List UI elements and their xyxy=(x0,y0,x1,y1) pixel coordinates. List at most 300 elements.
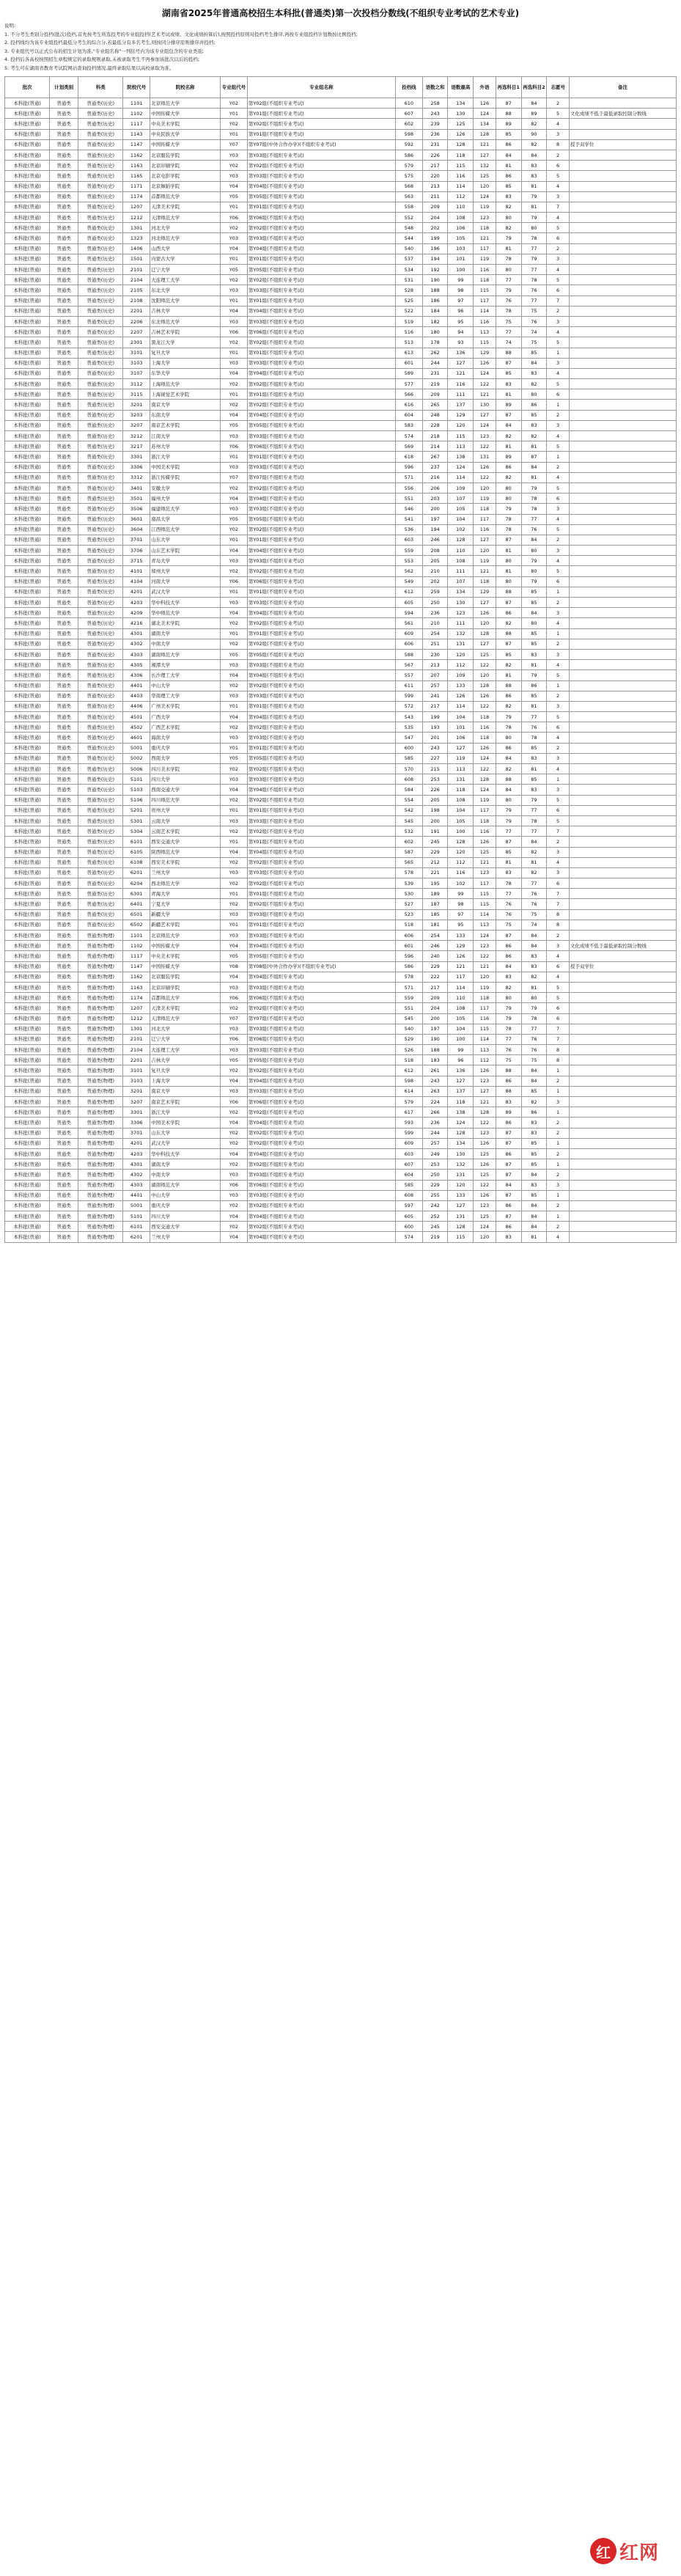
table-cell: 内蒙古大学 xyxy=(150,254,221,264)
table-cell: 普通类(历史) xyxy=(78,535,123,545)
table-cell: 75 xyxy=(496,1055,521,1065)
table-cell: 5 xyxy=(547,993,570,1003)
table-cell: 81 xyxy=(521,472,547,482)
table-cell: 本科批(普通) xyxy=(5,1180,50,1190)
table-cell xyxy=(569,1097,676,1107)
table-cell: 第Y05组(不组织专业考试) xyxy=(247,514,395,524)
table-row xyxy=(5,961,677,972)
table-cell: 普通类(历史) xyxy=(78,608,123,618)
table-cell: 普通类 xyxy=(50,327,78,337)
table-cell: 6105 xyxy=(123,847,150,857)
table-cell: 618 xyxy=(396,452,423,462)
column-header: 外语 xyxy=(474,77,496,98)
table-row xyxy=(5,535,677,545)
table-cell: 126 xyxy=(474,98,496,109)
table-cell: 辽宁大学 xyxy=(150,265,221,275)
table-cell: 本科批(普通) xyxy=(5,628,50,639)
table-cell: 118 xyxy=(448,150,474,160)
table-cell: 201 xyxy=(422,733,448,743)
table-cell: Y03 xyxy=(221,598,248,608)
table-cell: 78 xyxy=(521,233,547,243)
table-row xyxy=(5,1128,677,1138)
table-cell: Y04 xyxy=(221,785,248,795)
table-cell: 85 xyxy=(521,410,547,420)
table-cell: 山东大学 xyxy=(150,535,221,545)
table-cell: 普通类(历史) xyxy=(78,680,123,691)
table-cell: 82 xyxy=(496,764,521,774)
table-cell: 574 xyxy=(396,1232,423,1242)
table-cell: 127 xyxy=(448,358,474,368)
table-cell: 普通类(历史) xyxy=(78,275,123,285)
table-cell: 普通类 xyxy=(50,1118,78,1128)
table-cell: 86 xyxy=(521,1107,547,1118)
table-cell: 5 xyxy=(547,795,570,805)
table-cell: 134 xyxy=(448,1138,474,1148)
table-cell: 第Y02组(不组织专业考试) xyxy=(247,680,395,691)
table-cell: 普通类 xyxy=(50,920,78,930)
table-cell: 普通类 xyxy=(50,639,78,649)
table-cell: 540 xyxy=(396,243,423,254)
table-cell: 4 xyxy=(547,972,570,982)
table-cell: 本科批(普通) xyxy=(5,920,50,930)
table-cell: 84 xyxy=(496,150,521,160)
table-cell: 77 xyxy=(521,826,547,837)
table-cell: 130 xyxy=(474,400,496,410)
table-cell: 普通类(物理) xyxy=(78,1034,123,1044)
table-cell: 3 xyxy=(547,420,570,430)
table-cell: 普通类 xyxy=(50,546,78,556)
table-cell: 85 xyxy=(496,368,521,378)
table-cell: 本科批(普通) xyxy=(5,337,50,348)
table-cell: 85 xyxy=(521,1148,547,1159)
table-cell: 124 xyxy=(474,785,496,795)
table-cell: 5103 xyxy=(123,785,150,795)
table-cell: 127 xyxy=(474,150,496,160)
table-cell: 519 xyxy=(396,316,423,326)
table-cell xyxy=(569,191,676,202)
table-cell: 文化成绩不低于最低录取控制分数线 xyxy=(569,109,676,119)
table-row xyxy=(5,649,677,659)
table-cell: 566 xyxy=(396,389,423,400)
table-cell: 本科批(普通) xyxy=(5,358,50,368)
table-cell: 75 xyxy=(521,1055,547,1065)
table-cell: 79 xyxy=(521,670,547,680)
table-cell: 116 xyxy=(474,316,496,326)
table-cell: 5006 xyxy=(123,764,150,774)
table-cell: 82 xyxy=(521,379,547,389)
table-cell: 112 xyxy=(448,191,474,202)
table-cell: 85 xyxy=(521,598,547,608)
table-cell: 257 xyxy=(422,1138,448,1148)
table-cell: 第Y04组(不组织专业考试) xyxy=(247,243,395,254)
table-cell: 257 xyxy=(422,680,448,691)
table-cell: 本科批(普通) xyxy=(5,1118,50,1128)
table-cell: 121 xyxy=(474,1097,496,1107)
table-cell: 普通类 xyxy=(50,1128,78,1138)
table-cell: 普通类(历史) xyxy=(78,878,123,889)
table-cell: 8 xyxy=(547,139,570,150)
table-cell: 3 xyxy=(547,941,570,951)
table-cell: 522 xyxy=(396,306,423,316)
table-cell: 1143 xyxy=(123,129,150,139)
table-cell: 4 xyxy=(547,327,570,337)
table-cell: 77 xyxy=(521,1024,547,1034)
table-cell: Y04 xyxy=(221,1232,248,1242)
table-cell: 114 xyxy=(448,982,474,992)
table-cell: 109 xyxy=(448,670,474,680)
table-cell: 593 xyxy=(396,1118,423,1128)
table-cell: 78 xyxy=(521,1013,547,1024)
table-cell: 82 xyxy=(521,139,547,150)
table-cell: 本科批(普通) xyxy=(5,1034,50,1044)
table-cell: 普通类 xyxy=(50,909,78,920)
table-cell: 西南大学 xyxy=(150,753,221,763)
table-cell: 127 xyxy=(474,639,496,649)
table-cell: Y01 xyxy=(221,837,248,847)
table-cell: 2201 xyxy=(123,1055,150,1065)
table-cell: 本科批(普通) xyxy=(5,909,50,920)
table-cell: Y03 xyxy=(221,358,248,368)
table-cell: 4203 xyxy=(123,1148,150,1159)
table-cell: 第Y03组(不组织专业考试) xyxy=(247,733,395,743)
table-cell: 86 xyxy=(496,1200,521,1211)
table-row xyxy=(5,857,677,867)
table-cell: 第Y04组(不组织专业考试) xyxy=(247,712,395,722)
table-cell: 127 xyxy=(474,535,496,545)
table-cell: 第Y02组(不组织专业考试) xyxy=(247,1107,395,1118)
table-cell: 118 xyxy=(474,712,496,722)
table-cell xyxy=(569,1170,676,1180)
table-cell: 普通类 xyxy=(50,598,78,608)
table-cell: 本科批(普通) xyxy=(5,1065,50,1076)
table-cell: Y02 xyxy=(221,795,248,805)
table-row xyxy=(5,867,677,878)
table-cell: 第Y07组(中外合作办学)(不组织专业考试) xyxy=(247,139,395,150)
table-cell: 74 xyxy=(521,920,547,930)
table-cell: 129 xyxy=(474,348,496,358)
table-cell: 528 xyxy=(396,285,423,296)
table-cell: 81 xyxy=(496,441,521,452)
table-cell: 本科批(普通) xyxy=(5,400,50,410)
table-cell: 85 xyxy=(496,181,521,191)
table-cell: 126 xyxy=(474,1159,496,1170)
table-cell: 75 xyxy=(521,337,547,348)
table-cell: Y04 xyxy=(221,1118,248,1128)
table-cell: 534 xyxy=(396,265,423,275)
table-cell: 本科批(普通) xyxy=(5,431,50,441)
table-cell: 545 xyxy=(396,1013,423,1024)
table-cell: 第Y03组(不组织专业考试) xyxy=(247,556,395,566)
table-cell: 120 xyxy=(474,546,496,556)
table-cell: 1171 xyxy=(123,181,150,191)
table-cell: Y03 xyxy=(221,733,248,743)
table-cell xyxy=(569,805,676,815)
table-cell: 131 xyxy=(448,774,474,785)
table-row xyxy=(5,285,677,296)
table-cell: 134 xyxy=(448,98,474,109)
table-cell: 85 xyxy=(521,1138,547,1148)
table-cell: 第Y02组(不组织专业考试) xyxy=(247,1159,395,1170)
table-cell: 湖南大学 xyxy=(150,628,221,639)
table-row xyxy=(5,191,677,202)
table-row xyxy=(5,265,677,275)
table-cell: 第Y03组(不组织专业考试) xyxy=(247,285,395,296)
table-row xyxy=(5,576,677,587)
table-cell: 7 xyxy=(547,202,570,212)
table-cell: 123 xyxy=(474,867,496,878)
table-cell: 598 xyxy=(396,129,423,139)
table-cell: 第Y03组(不组织专业考试) xyxy=(247,774,395,785)
table-cell: 普通类(历史) xyxy=(78,254,123,264)
table-cell: 普通类(历史) xyxy=(78,98,123,109)
table-cell: 浙江大学 xyxy=(150,452,221,462)
table-cell: 第Y01组(不组织专业考试) xyxy=(247,701,395,711)
table-cell: 本科批(普通) xyxy=(5,805,50,815)
table-row xyxy=(5,722,677,733)
table-cell: 104 xyxy=(448,712,474,722)
table-cell: 130 xyxy=(448,598,474,608)
table-cell: 609 xyxy=(396,628,423,639)
table-cell: 231 xyxy=(422,139,448,150)
table-cell: 3207 xyxy=(123,1097,150,1107)
note-line: 5. 考生可在湖南省教育考试院网站查询投档情况,最终录取结果以高校录取为准。 xyxy=(4,65,174,71)
table-cell: 2 xyxy=(547,535,570,545)
table-cell: 普通类(物理) xyxy=(78,972,123,982)
table-cell: 578 xyxy=(396,972,423,982)
table-cell: 100 xyxy=(448,826,474,837)
table-cell: 第Y01组(不组织专业考试) xyxy=(247,837,395,847)
table-cell: Y02 xyxy=(221,1128,248,1138)
table-cell: 103 xyxy=(448,243,474,254)
table-cell: 185 xyxy=(422,909,448,920)
table-cell: Y04 xyxy=(221,181,248,191)
table-cell: 80 xyxy=(521,223,547,233)
table-cell: 普通类(历史) xyxy=(78,233,123,243)
table-cell: 137 xyxy=(448,400,474,410)
table-cell xyxy=(569,337,676,348)
table-row xyxy=(5,972,677,982)
table-cell: 第Y03组(不组织专业考试) xyxy=(247,598,395,608)
table-cell: 86 xyxy=(521,680,547,691)
table-header-row xyxy=(5,77,677,98)
table-cell: Y01 xyxy=(221,129,248,139)
table-cell: 本科批(普通) xyxy=(5,514,50,524)
table-cell: 2 xyxy=(547,243,570,254)
table-cell: 3 xyxy=(547,358,570,368)
table-cell: 湖南师范大学 xyxy=(150,649,221,659)
table-cell: 第Y02组(不组织专业考试) xyxy=(247,1222,395,1232)
table-cell: 普通类 xyxy=(50,1180,78,1190)
table-cell xyxy=(569,514,676,524)
table-cell: 99 xyxy=(448,275,474,285)
table-cell: Y02 xyxy=(221,680,248,691)
table-cell: 第Y06组(不组织专业考试) xyxy=(247,327,395,337)
table-cell xyxy=(569,826,676,837)
table-cell: 普通类(历史) xyxy=(78,826,123,837)
table-cell: Y02 xyxy=(221,1065,248,1076)
table-cell: 普通类 xyxy=(50,1138,78,1148)
table-cell: 5 xyxy=(547,337,570,348)
table-cell: 中南大学 xyxy=(150,639,221,649)
table-cell: 北京印刷学院 xyxy=(150,982,221,992)
table-cell: 123 xyxy=(448,608,474,618)
table-cell: 本科批(普通) xyxy=(5,462,50,472)
table-cell: 126 xyxy=(474,743,496,753)
note-line: 3. 专业组代号以正式公布的招生计划为准,"专业组名称"一列括号内为该专业组包含的专业类别; xyxy=(4,48,205,54)
table-cell: 116 xyxy=(474,265,496,275)
table-cell: 本科批(普通) xyxy=(5,316,50,326)
table-cell: 137 xyxy=(448,1086,474,1096)
table-cell: 200 xyxy=(422,504,448,514)
table-cell: 83 xyxy=(521,753,547,763)
table-cell: 116 xyxy=(448,171,474,181)
table-cell: 5 xyxy=(547,441,570,452)
table-cell xyxy=(569,202,676,212)
table-cell: Y01 xyxy=(221,628,248,639)
table-cell: 128 xyxy=(448,139,474,150)
table-cell: 普通类 xyxy=(50,1097,78,1107)
table-cell: 普通类 xyxy=(50,899,78,909)
table-cell: 4201 xyxy=(123,587,150,597)
table-cell: 普通类 xyxy=(50,161,78,171)
table-cell: 普通类(历史) xyxy=(78,493,123,504)
table-cell: 104 xyxy=(448,805,474,815)
table-cell xyxy=(569,482,676,493)
table-cell: 616 xyxy=(396,400,423,410)
table-cell: 557 xyxy=(396,670,423,680)
table-cell: Y06 xyxy=(221,576,248,587)
table-cell: 5106 xyxy=(123,795,150,805)
table-cell: 100 xyxy=(448,265,474,275)
table-cell: 79 xyxy=(521,1003,547,1013)
table-cell: 普通类(历史) xyxy=(78,576,123,587)
table-cell: 2 xyxy=(547,410,570,420)
table-cell: 210 xyxy=(422,618,448,628)
table-cell: 本科批(普通) xyxy=(5,649,50,659)
table-cell: 79 xyxy=(496,805,521,815)
table-cell: 78 xyxy=(496,514,521,524)
table-cell xyxy=(569,639,676,649)
table-cell: 5 xyxy=(547,223,570,233)
table-cell: 第Y01组(不组织专业考试) xyxy=(247,254,395,264)
table-cell: 523 xyxy=(396,909,423,920)
table-cell: 84 xyxy=(521,1222,547,1232)
table-cell: 556 xyxy=(396,482,423,493)
table-cell: 78 xyxy=(496,878,521,889)
table-cell: 94 xyxy=(448,327,474,337)
table-cell: 普通类(物理) xyxy=(78,1148,123,1159)
table-cell: Y04 xyxy=(221,243,248,254)
table-cell: 第Y05组(不组织专业考试) xyxy=(247,753,395,763)
table-cell: 普通类(历史) xyxy=(78,660,123,670)
table-cell: Y02 xyxy=(221,857,248,867)
note-line: 4. 投档后各高校按照招生章程规定的录取规则录取,未被录取考生不再参加该批次以后的投档; xyxy=(4,56,200,62)
table-cell: 87 xyxy=(496,98,521,109)
table-row xyxy=(5,546,677,556)
table-cell: 4306 xyxy=(123,670,150,680)
table-cell: 8 xyxy=(547,1045,570,1055)
table-cell: 126 xyxy=(474,837,496,847)
table-cell: 普通类(历史) xyxy=(78,213,123,223)
table-cell: 普通类(物理) xyxy=(78,1128,123,1138)
table-cell: 本科批(普通) xyxy=(5,546,50,556)
table-cell: 265 xyxy=(422,400,448,410)
table-cell xyxy=(569,119,676,129)
table-cell: 3715 xyxy=(123,556,150,566)
table-cell: 普通类 xyxy=(50,1003,78,1013)
table-row xyxy=(5,1003,677,1013)
table-cell: 570 xyxy=(396,764,423,774)
table-cell: Y02 xyxy=(221,639,248,649)
table-cell: 本科批(普通) xyxy=(5,1222,50,1232)
table-cell xyxy=(569,431,676,441)
table-cell: 湘潭大学 xyxy=(150,660,221,670)
table-cell: 127 xyxy=(474,1086,496,1096)
table-cell: 125 xyxy=(474,1148,496,1159)
table-row xyxy=(5,1170,677,1180)
table-cell: 1212 xyxy=(123,213,150,223)
table-cell: 3 xyxy=(547,753,570,763)
table-cell: 普通类 xyxy=(50,400,78,410)
table-cell xyxy=(569,1118,676,1128)
table-cell: 本科批(普通) xyxy=(5,296,50,306)
table-row xyxy=(5,847,677,857)
table-cell: 121 xyxy=(474,389,496,400)
table-cell: 云南艺术学院 xyxy=(150,826,221,837)
table-cell: 589 xyxy=(396,368,423,378)
table-cell: 普通类(历史) xyxy=(78,109,123,119)
table-cell: 本科批(普通) xyxy=(5,181,50,191)
table-cell: 5 xyxy=(547,712,570,722)
table-cell: 6 xyxy=(547,161,570,171)
table-cell: 普通类 xyxy=(50,472,78,482)
table-cell: 普通类(历史) xyxy=(78,139,123,150)
table-cell: 79 xyxy=(496,815,521,826)
table-cell: 普通类(历史) xyxy=(78,420,123,430)
table-cell: 229 xyxy=(422,847,448,857)
table-cell xyxy=(569,535,676,545)
table-cell: 215 xyxy=(422,764,448,774)
table-cell xyxy=(569,774,676,785)
table-cell xyxy=(569,493,676,504)
table-cell: 1174 xyxy=(123,993,150,1003)
table-cell: 569 xyxy=(396,441,423,452)
table-cell xyxy=(569,1159,676,1170)
table-cell: Y07 xyxy=(221,139,248,150)
table-cell xyxy=(569,857,676,867)
table-cell: 第Y03组(不组织专业考试) xyxy=(247,1170,395,1180)
table-cell: 第Y03组(不组织专业考试) xyxy=(247,171,395,181)
table-cell: 101 xyxy=(448,722,474,733)
table-row xyxy=(5,889,677,899)
table-row xyxy=(5,1118,677,1128)
table-cell: Y05 xyxy=(221,951,248,961)
table-cell: 121 xyxy=(448,961,474,972)
table-cell: Y03 xyxy=(221,316,248,326)
table-cell: 81 xyxy=(521,202,547,212)
table-row xyxy=(5,452,677,462)
table-cell: 4104 xyxy=(123,576,150,587)
table-cell: 575 xyxy=(396,171,423,181)
table-cell: 115 xyxy=(474,889,496,899)
table-cell: Y06 xyxy=(221,993,248,1003)
table-cell: 第Y02组(不组织专业考试) xyxy=(247,161,395,171)
table-cell: 83 xyxy=(521,1128,547,1138)
table-cell: 518 xyxy=(396,1055,423,1065)
table-cell: 243 xyxy=(422,109,448,119)
table-cell: 86 xyxy=(496,941,521,951)
table-cell: 245 xyxy=(422,837,448,847)
